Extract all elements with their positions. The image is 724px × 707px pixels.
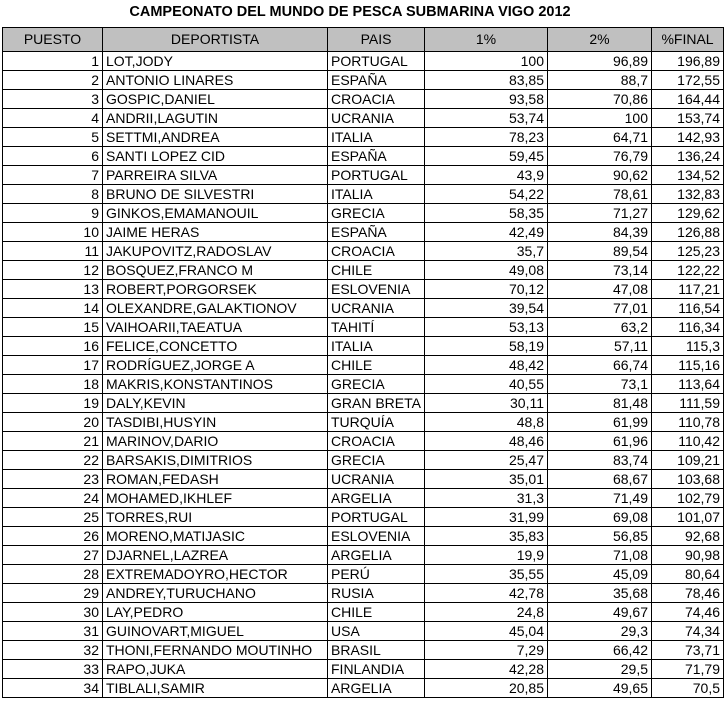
cell-p2[interactable]: 35,68 bbox=[548, 584, 652, 603]
cell-pais[interactable]: PORTUGAL bbox=[328, 52, 425, 71]
cell-puesto[interactable]: 11 bbox=[3, 242, 103, 261]
cell-puesto[interactable]: 32 bbox=[3, 641, 103, 660]
cell-p1[interactable]: 25,47 bbox=[425, 451, 548, 470]
table-row bbox=[3, 280, 724, 299]
cell-p1[interactable]: 7,29 bbox=[425, 641, 548, 660]
cell-final[interactable]: 116,34 bbox=[652, 318, 724, 337]
cell-p2[interactable]: 71,08 bbox=[548, 546, 652, 565]
table-row bbox=[3, 52, 724, 71]
cell-p1[interactable]: 42,78 bbox=[425, 584, 548, 603]
cell-p2[interactable]: 47,08 bbox=[548, 280, 652, 299]
table-row bbox=[3, 185, 724, 204]
cell-deportista[interactable]: MOHAMED,IKHLEF bbox=[103, 489, 328, 508]
table-row bbox=[3, 413, 724, 432]
cell-puesto[interactable]: 17 bbox=[3, 356, 103, 375]
table-row bbox=[3, 71, 724, 90]
cell-final[interactable]: 103,68 bbox=[652, 470, 724, 489]
cell-final[interactable]: 125,23 bbox=[652, 242, 724, 261]
cell-p2[interactable]: 96,89 bbox=[548, 52, 652, 71]
cell-pais[interactable]: ARGELIA bbox=[328, 679, 425, 698]
cell-p1[interactable]: 31,3 bbox=[425, 489, 548, 508]
cell-p2[interactable]: 29,5 bbox=[548, 660, 652, 679]
cell-pais[interactable]: BRASIL bbox=[328, 641, 425, 660]
cell-pais[interactable]: ITALIA bbox=[328, 128, 425, 147]
table-row bbox=[3, 527, 724, 546]
table-row bbox=[3, 147, 724, 166]
cell-puesto[interactable]: 18 bbox=[3, 375, 103, 394]
cell-deportista[interactable]: TIBLALI,SAMIR bbox=[103, 679, 328, 698]
cell-p2[interactable]: 69,08 bbox=[548, 508, 652, 527]
cell-p1[interactable]: 24,8 bbox=[425, 603, 548, 622]
cell-puesto[interactable]: 2 bbox=[3, 71, 103, 90]
table-row bbox=[3, 565, 724, 584]
table-row bbox=[3, 242, 724, 261]
table-row bbox=[3, 90, 724, 109]
cell-final[interactable]: 115,3 bbox=[652, 337, 724, 356]
cell-p1[interactable]: 31,99 bbox=[425, 508, 548, 527]
cell-p2[interactable]: 83,74 bbox=[548, 451, 652, 470]
cell-deportista[interactable]: GOSPIC,DANIEL bbox=[103, 90, 328, 109]
cell-p1[interactable]: 42,49 bbox=[425, 223, 548, 242]
cell-final[interactable]: 116,54 bbox=[652, 299, 724, 318]
cell-deportista[interactable]: EXTREMADOYRO,HECTOR bbox=[103, 565, 328, 584]
cell-pais[interactable]: UCRANIA bbox=[328, 470, 425, 489]
cell-p1[interactable]: 58,19 bbox=[425, 337, 548, 356]
cell-deportista[interactable]: JAIME HERAS bbox=[103, 223, 328, 242]
table-row bbox=[3, 394, 724, 413]
table-row bbox=[3, 356, 724, 375]
cell-p2[interactable]: 57,11 bbox=[548, 337, 652, 356]
cell-final[interactable]: 74,34 bbox=[652, 622, 724, 641]
cell-final[interactable]: 70,5 bbox=[652, 679, 724, 698]
table-row bbox=[3, 451, 724, 470]
cell-deportista[interactable]: ROBERT,PORGORSEK bbox=[103, 280, 328, 299]
table-row bbox=[3, 603, 724, 622]
table-row bbox=[3, 375, 724, 394]
table-row bbox=[3, 204, 724, 223]
cell-pais[interactable]: TURQUÍA bbox=[328, 413, 425, 432]
cell-puesto[interactable]: 22 bbox=[3, 451, 103, 470]
cell-pais[interactable]: PORTUGAL bbox=[328, 508, 425, 527]
cell-puesto[interactable]: 33 bbox=[3, 660, 103, 679]
cell-final[interactable]: 73,71 bbox=[652, 641, 724, 660]
cell-p1[interactable]: 35,01 bbox=[425, 470, 548, 489]
results-table bbox=[2, 27, 724, 698]
cell-final[interactable]: 122,22 bbox=[652, 261, 724, 280]
cell-puesto[interactable]: 30 bbox=[3, 603, 103, 622]
table-row bbox=[3, 432, 724, 451]
cell-deportista[interactable]: ROMAN,FEDASH bbox=[103, 470, 328, 489]
cell-deportista[interactable]: BRUNO DE SILVESTRI bbox=[103, 185, 328, 204]
cell-puesto[interactable]: 4 bbox=[3, 109, 103, 128]
cell-puesto[interactable]: 24 bbox=[3, 489, 103, 508]
cell-puesto[interactable]: 20 bbox=[3, 413, 103, 432]
cell-p2[interactable]: 61,99 bbox=[548, 413, 652, 432]
cell-p1[interactable]: 83,85 bbox=[425, 71, 548, 90]
cell-puesto[interactable]: 19 bbox=[3, 394, 103, 413]
cell-pais[interactable]: GRAN BRETA bbox=[328, 394, 425, 413]
cell-deportista[interactable]: OLEXANDRE,GALAKTIONOV bbox=[103, 299, 328, 318]
table-row bbox=[3, 318, 724, 337]
cell-p1[interactable]: 48,42 bbox=[425, 356, 548, 375]
cell-pais[interactable]: CROACIA bbox=[328, 242, 425, 261]
cell-p1[interactable]: 58,35 bbox=[425, 204, 548, 223]
table-row bbox=[3, 489, 724, 508]
cell-pais[interactable]: UCRANIA bbox=[328, 299, 425, 318]
cell-final[interactable]: 117,21 bbox=[652, 280, 724, 299]
cell-p2[interactable]: 81,48 bbox=[548, 394, 652, 413]
cell-puesto[interactable]: 3 bbox=[3, 90, 103, 109]
cell-final[interactable]: 110,42 bbox=[652, 432, 724, 451]
cell-final[interactable]: 126,88 bbox=[652, 223, 724, 242]
header-p2[interactable]: 2% bbox=[548, 28, 652, 52]
header-pais[interactable]: PAIS bbox=[328, 28, 425, 52]
cell-p1[interactable]: 78,23 bbox=[425, 128, 548, 147]
table-row bbox=[3, 223, 724, 242]
table-row bbox=[3, 109, 724, 128]
cell-pais[interactable]: ESPAÑA bbox=[328, 71, 425, 90]
cell-deportista[interactable]: ANDRII,LAGUTIN bbox=[103, 109, 328, 128]
table-row bbox=[3, 166, 724, 185]
cell-p2[interactable]: 70,86 bbox=[548, 90, 652, 109]
cell-p2[interactable]: 77,01 bbox=[548, 299, 652, 318]
cell-pais[interactable]: ESLOVENIA bbox=[328, 280, 425, 299]
cell-pais[interactable]: CHILE bbox=[328, 356, 425, 375]
cell-pais[interactable]: GRECIA bbox=[328, 204, 425, 223]
cell-deportista[interactable]: ANTONIO LINARES bbox=[103, 71, 328, 90]
cell-puesto[interactable]: 34 bbox=[3, 679, 103, 698]
cell-p1[interactable]: 49,08 bbox=[425, 261, 548, 280]
cell-puesto[interactable]: 16 bbox=[3, 337, 103, 356]
cell-pais[interactable]: ARGELIA bbox=[328, 489, 425, 508]
header-row bbox=[3, 28, 724, 52]
cell-puesto[interactable]: 14 bbox=[3, 299, 103, 318]
cell-p1[interactable]: 54,22 bbox=[425, 185, 548, 204]
cell-p2[interactable]: 66,42 bbox=[548, 641, 652, 660]
cell-puesto[interactable]: 21 bbox=[3, 432, 103, 451]
header-deportista[interactable]: DEPORTISTA bbox=[103, 28, 328, 52]
cell-p2[interactable]: 84,39 bbox=[548, 223, 652, 242]
cell-final[interactable]: 74,46 bbox=[652, 603, 724, 622]
header-final[interactable]: %FINAL bbox=[652, 28, 724, 52]
cell-p2[interactable]: 49,65 bbox=[548, 679, 652, 698]
table-row bbox=[3, 508, 724, 527]
cell-final[interactable]: 71,79 bbox=[652, 660, 724, 679]
cell-puesto[interactable]: 23 bbox=[3, 470, 103, 489]
cell-puesto[interactable]: 28 bbox=[3, 565, 103, 584]
table-row bbox=[3, 546, 724, 565]
cell-deportista[interactable]: FELICE,CONCETTO bbox=[103, 337, 328, 356]
cell-deportista[interactable]: SANTI LOPEZ CID bbox=[103, 147, 328, 166]
table-row bbox=[3, 470, 724, 489]
cell-deportista[interactable]: TASDIBI,HUSYIN bbox=[103, 413, 328, 432]
cell-deportista[interactable]: DALY,KEVIN bbox=[103, 394, 328, 413]
cell-pais[interactable]: CHILE bbox=[328, 603, 425, 622]
cell-pais[interactable]: PORTUGAL bbox=[328, 166, 425, 185]
cell-pais[interactable]: ARGELIA bbox=[328, 546, 425, 565]
cell-pais[interactable]: PERÚ bbox=[328, 565, 425, 584]
cell-final[interactable]: 92,68 bbox=[652, 527, 724, 546]
cell-deportista[interactable]: VAIHOARII,TAEATUA bbox=[103, 318, 328, 337]
cell-pais[interactable]: ESLOVENIA bbox=[328, 527, 425, 546]
cell-final[interactable]: 142,93 bbox=[652, 128, 724, 147]
cell-p1[interactable]: 40,55 bbox=[425, 375, 548, 394]
cell-p1[interactable]: 70,12 bbox=[425, 280, 548, 299]
cell-deportista[interactable]: LAY,PEDRO bbox=[103, 603, 328, 622]
cell-puesto[interactable]: 13 bbox=[3, 280, 103, 299]
table-row bbox=[3, 128, 724, 147]
cell-deportista[interactable]: MARINOV,DARIO bbox=[103, 432, 328, 451]
cell-final[interactable]: 101,07 bbox=[652, 508, 724, 527]
table-row bbox=[3, 337, 724, 356]
table-row bbox=[3, 660, 724, 679]
cell-final[interactable]: 196,89 bbox=[652, 52, 724, 71]
cell-p1[interactable]: 39,54 bbox=[425, 299, 548, 318]
cell-pais[interactable]: RUSIA bbox=[328, 584, 425, 603]
cell-deportista[interactable]: SETTMI,ANDREA bbox=[103, 128, 328, 147]
cell-p2[interactable]: 61,96 bbox=[548, 432, 652, 451]
cell-p2[interactable]: 64,71 bbox=[548, 128, 652, 147]
cell-p2[interactable]: 100 bbox=[548, 109, 652, 128]
cell-final[interactable]: 109,21 bbox=[652, 451, 724, 470]
cell-p2[interactable]: 56,85 bbox=[548, 527, 652, 546]
cell-deportista[interactable]: RODRÍGUEZ,JORGE A bbox=[103, 356, 328, 375]
cell-p2[interactable]: 71,27 bbox=[548, 204, 652, 223]
cell-deportista[interactable]: THONI,FERNANDO MOUTINHO bbox=[103, 641, 328, 660]
cell-p2[interactable]: 66,74 bbox=[548, 356, 652, 375]
cell-deportista[interactable]: PARREIRA SILVA bbox=[103, 166, 328, 185]
cell-final[interactable]: 172,55 bbox=[652, 71, 724, 90]
cell-pais[interactable]: CROACIA bbox=[328, 432, 425, 451]
cell-p1[interactable]: 30,11 bbox=[425, 394, 548, 413]
cell-final[interactable]: 113,64 bbox=[652, 375, 724, 394]
cell-p2[interactable]: 71,49 bbox=[548, 489, 652, 508]
cell-final[interactable]: 80,64 bbox=[652, 565, 724, 584]
cell-p2[interactable]: 88,7 bbox=[548, 71, 652, 90]
cell-puesto[interactable]: 12 bbox=[3, 261, 103, 280]
cell-puesto[interactable]: 1 bbox=[3, 52, 103, 71]
cell-p2[interactable]: 89,54 bbox=[548, 242, 652, 261]
cell-pais[interactable]: GRECIA bbox=[328, 451, 425, 470]
cell-deportista[interactable]: GUINOVART,MIGUEL bbox=[103, 622, 328, 641]
cell-deportista[interactable]: MAKRIS,KONSTANTINOS bbox=[103, 375, 328, 394]
cell-p1[interactable]: 53,13 bbox=[425, 318, 548, 337]
header-p1[interactable]: 1% bbox=[425, 28, 548, 52]
cell-p1[interactable]: 100 bbox=[425, 52, 548, 71]
cell-p1[interactable]: 48,46 bbox=[425, 432, 548, 451]
cell-final[interactable]: 136,24 bbox=[652, 147, 724, 166]
table-row bbox=[3, 641, 724, 660]
cell-pais[interactable]: CROACIA bbox=[328, 90, 425, 109]
cell-p2[interactable]: 45,09 bbox=[548, 565, 652, 584]
cell-p2[interactable]: 76,79 bbox=[548, 147, 652, 166]
cell-p1[interactable]: 42,28 bbox=[425, 660, 548, 679]
cell-pais[interactable]: ITALIA bbox=[328, 337, 425, 356]
cell-final[interactable]: 90,98 bbox=[652, 546, 724, 565]
cell-p1[interactable]: 20,85 bbox=[425, 679, 548, 698]
cell-final[interactable]: 110,78 bbox=[652, 413, 724, 432]
cell-deportista[interactable]: JAKUPOVITZ,RADOSLAV bbox=[103, 242, 328, 261]
cell-puesto[interactable]: 10 bbox=[3, 223, 103, 242]
cell-puesto[interactable]: 9 bbox=[3, 204, 103, 223]
cell-final[interactable]: 164,44 bbox=[652, 90, 724, 109]
cell-pais[interactable]: FINLANDIA bbox=[328, 660, 425, 679]
table-body bbox=[3, 52, 724, 698]
cell-p1[interactable]: 43,9 bbox=[425, 166, 548, 185]
cell-pais[interactable]: USA bbox=[328, 622, 425, 641]
table-row bbox=[3, 299, 724, 318]
cell-puesto[interactable]: 15 bbox=[3, 318, 103, 337]
cell-p1[interactable]: 45,04 bbox=[425, 622, 548, 641]
cell-final[interactable]: 115,16 bbox=[652, 356, 724, 375]
cell-puesto[interactable]: 27 bbox=[3, 546, 103, 565]
cell-pais[interactable]: ESPAÑA bbox=[328, 147, 425, 166]
cell-p1[interactable]: 53,74 bbox=[425, 109, 548, 128]
cell-puesto[interactable]: 31 bbox=[3, 622, 103, 641]
table-row bbox=[3, 261, 724, 280]
cell-deportista[interactable]: DJARNEL,LAZREA bbox=[103, 546, 328, 565]
cell-p1[interactable]: 48,8 bbox=[425, 413, 548, 432]
cell-p2[interactable]: 63,2 bbox=[548, 318, 652, 337]
cell-p1[interactable]: 93,58 bbox=[425, 90, 548, 109]
cell-pais[interactable]: UCRANIA bbox=[328, 109, 425, 128]
cell-pais[interactable]: ITALIA bbox=[328, 185, 425, 204]
cell-final[interactable]: 102,79 bbox=[652, 489, 724, 508]
cell-final[interactable]: 153,74 bbox=[652, 109, 724, 128]
cell-deportista[interactable]: ANDREY,TURUCHANO bbox=[103, 584, 328, 603]
cell-final[interactable]: 132,83 bbox=[652, 185, 724, 204]
header-puesto[interactable]: PUESTO bbox=[3, 28, 103, 52]
sheet-title: CAMPEONATO DEL MUNDO DE PESCA SUBMARINA VIGO 2012 bbox=[129, 4, 571, 20]
cell-puesto[interactable]: 29 bbox=[3, 584, 103, 603]
cell-final[interactable]: 129,62 bbox=[652, 204, 724, 223]
table-row bbox=[3, 584, 724, 603]
cell-p1[interactable]: 19,9 bbox=[425, 546, 548, 565]
cell-deportista[interactable]: LOT,JODY bbox=[103, 52, 328, 71]
cell-puesto[interactable]: 8 bbox=[3, 185, 103, 204]
cell-p1[interactable]: 35,7 bbox=[425, 242, 548, 261]
cell-p2[interactable]: 73,1 bbox=[548, 375, 652, 394]
table-row bbox=[3, 679, 724, 698]
cell-pais[interactable]: CHILE bbox=[328, 261, 425, 280]
cell-deportista[interactable]: RAPO,JUKA bbox=[103, 660, 328, 679]
cell-puesto[interactable]: 26 bbox=[3, 527, 103, 546]
cell-p2[interactable]: 90,62 bbox=[548, 166, 652, 185]
cell-final[interactable]: 134,52 bbox=[652, 166, 724, 185]
cell-final[interactable]: 78,46 bbox=[652, 584, 724, 603]
cell-p2[interactable]: 73,14 bbox=[548, 261, 652, 280]
cell-p1[interactable]: 35,55 bbox=[425, 565, 548, 584]
cell-p1[interactable]: 59,45 bbox=[425, 147, 548, 166]
cell-puesto[interactable]: 6 bbox=[3, 147, 103, 166]
cell-p2[interactable]: 78,61 bbox=[548, 185, 652, 204]
cell-p1[interactable]: 35,83 bbox=[425, 527, 548, 546]
cell-pais[interactable]: TAHITÍ bbox=[328, 318, 425, 337]
cell-p2[interactable]: 29,3 bbox=[548, 622, 652, 641]
cell-deportista[interactable]: GINKOS,EMAMANOUIL bbox=[103, 204, 328, 223]
cell-puesto[interactable]: 5 bbox=[3, 128, 103, 147]
cell-deportista[interactable]: TORRES,RUI bbox=[103, 508, 328, 527]
cell-p2[interactable]: 49,67 bbox=[548, 603, 652, 622]
cell-deportista[interactable]: BARSAKIS,DIMITRIOS bbox=[103, 451, 328, 470]
cell-deportista[interactable]: BOSQUEZ,FRANCO M bbox=[103, 261, 328, 280]
cell-final[interactable]: 111,59 bbox=[652, 394, 724, 413]
cell-puesto[interactable]: 7 bbox=[3, 166, 103, 185]
cell-p2[interactable]: 68,67 bbox=[548, 470, 652, 489]
table-row bbox=[3, 622, 724, 641]
cell-puesto[interactable]: 25 bbox=[3, 508, 103, 527]
cell-pais[interactable]: ESPAÑA bbox=[328, 223, 425, 242]
cell-pais[interactable]: GRECIA bbox=[328, 375, 425, 394]
cell-deportista[interactable]: MORENO,MATIJASIC bbox=[103, 527, 328, 546]
